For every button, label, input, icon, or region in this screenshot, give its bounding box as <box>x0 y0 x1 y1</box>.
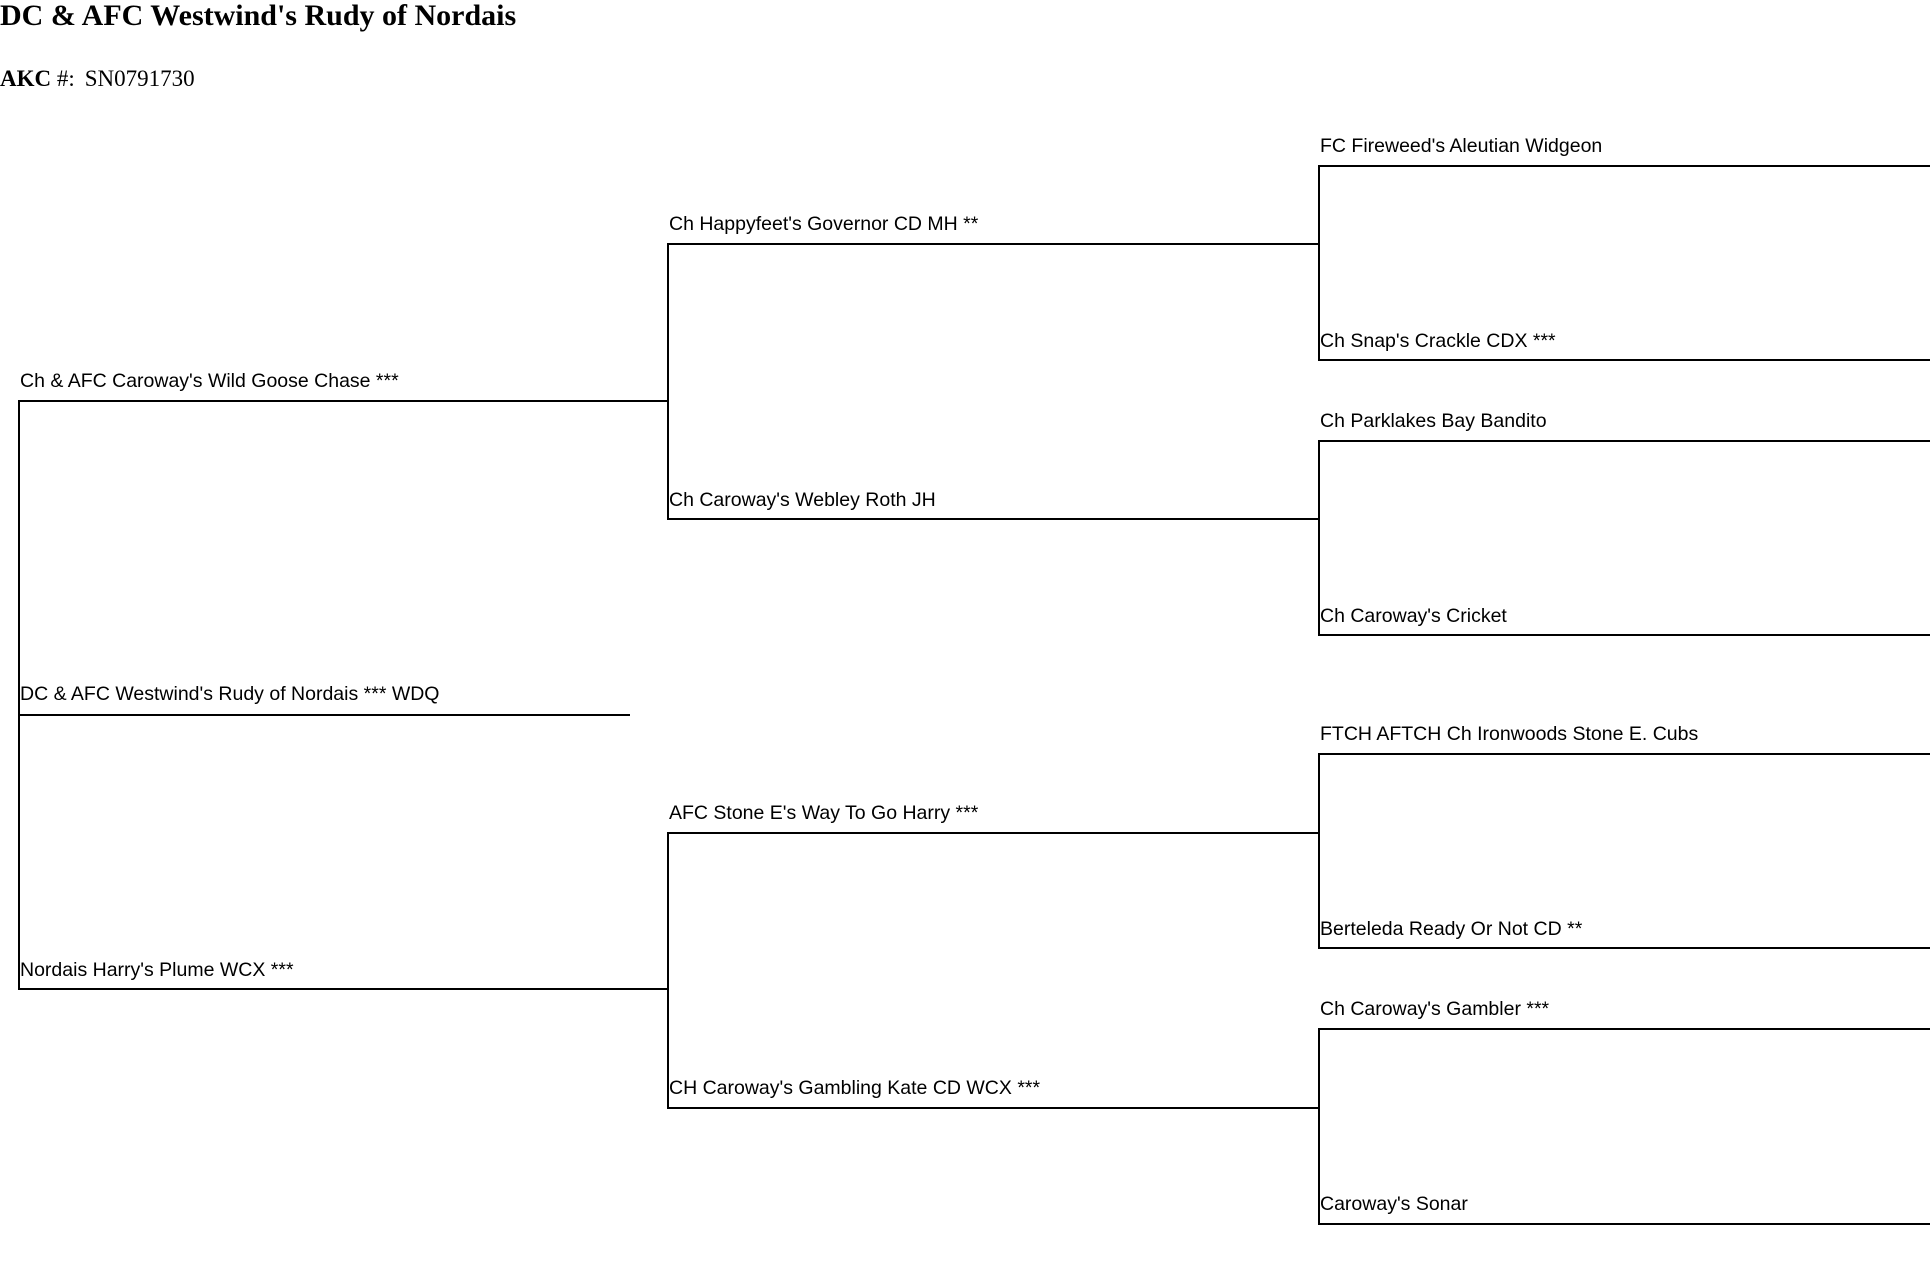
dam-dam-name: CH Caroway's Gambling Kate CD WCX *** <box>669 1077 1041 1099</box>
dd-dam-name: Caroway's Sonar <box>1320 1193 1468 1215</box>
dam-sire-name: AFC Stone E's Way To Go Harry *** <box>669 802 979 824</box>
subject-line <box>18 714 630 716</box>
dam-sire-line <box>667 832 1319 834</box>
page-title: DC & AFC Westwind's Rudy of Nordais <box>0 0 517 32</box>
sd-sire-line <box>1318 440 1930 442</box>
ss-dam-line <box>1318 359 1930 361</box>
ss-dam-name: Ch Snap's Crackle CDX *** <box>1320 330 1556 352</box>
ss-sire-name: FC Fireweed's Aleutian Widgeon <box>1320 135 1603 157</box>
sire-dam-name: Ch Caroway's Webley Roth JH <box>669 489 936 511</box>
sire-name: Ch & AFC Caroway's Wild Goose Chase *** <box>20 370 399 392</box>
sd-dam-line <box>1318 634 1930 636</box>
ds-sire-name: FTCH AFTCH Ch Ironwoods Stone E. Cubs <box>1320 723 1699 745</box>
sire-parents-bracket <box>667 243 669 520</box>
sire-dam-line <box>667 518 1319 520</box>
sire-sire-name: Ch Happyfeet's Governor CD MH ** <box>669 213 979 235</box>
dd-sire-line <box>1318 1028 1930 1030</box>
sire-line <box>18 400 669 402</box>
dam-dam-line <box>667 1107 1319 1109</box>
dd-sire-name: Ch Caroway's Gambler *** <box>1320 998 1550 1020</box>
dam-parents-bracket <box>667 832 669 1109</box>
sd-dam-name: Ch Caroway's Cricket <box>1320 605 1507 627</box>
akc-suffix: #: <box>51 66 75 91</box>
dam-line <box>18 988 669 990</box>
subject-name: DC & AFC Westwind's Rudy of Nordais *** WDQ <box>20 683 440 705</box>
sd-sire-name: Ch Parklakes Bay Bandito <box>1320 410 1547 432</box>
ds-dam-name: Berteleda Ready Or Not CD ** <box>1320 918 1583 940</box>
gen1-bracket <box>18 400 20 990</box>
akc-number-value: SN0791730 <box>84 66 195 91</box>
sire-sire-line <box>667 243 1319 245</box>
ds-dam-line <box>1318 947 1930 949</box>
dam-name: Nordais Harry's Plume WCX *** <box>20 959 294 981</box>
ds-sire-line <box>1318 753 1930 755</box>
akc-label: AKC <box>0 66 52 91</box>
ss-sire-line <box>1318 165 1930 167</box>
dd-dam-line <box>1318 1223 1930 1225</box>
